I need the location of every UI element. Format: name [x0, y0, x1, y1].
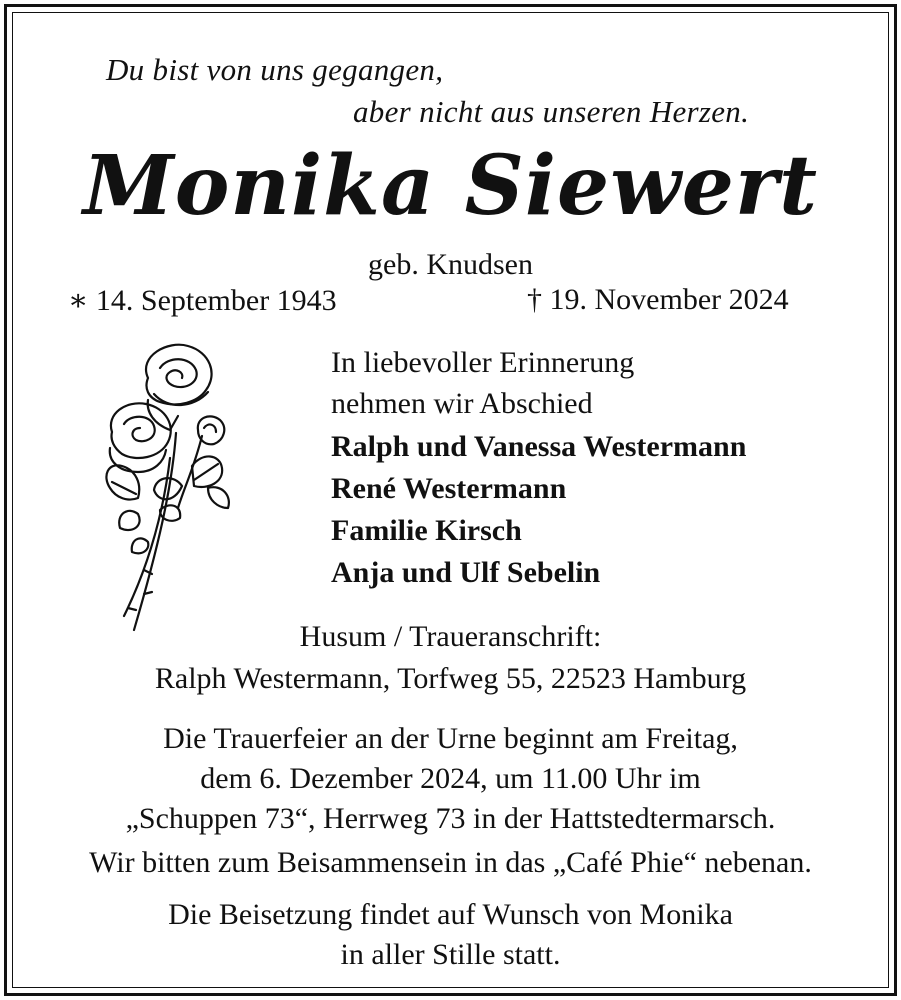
- mourner-1: Ralph und Vanessa Westermann: [331, 430, 747, 463]
- farewell-line-1: In liebevoller Erinnerung: [331, 346, 635, 379]
- maiden-name: geb. Knudsen: [368, 248, 533, 281]
- motto-line-1: Du bist von uns gegangen,: [106, 52, 444, 87]
- address-line-1: Husum / Traueranschrift:: [299, 620, 602, 653]
- ceremony-line-3: „Schuppen 73“, Herrweg 73 in der Hattstedtermarsch.: [125, 802, 776, 835]
- birth-date: ∗ 14. September 1943: [68, 284, 337, 317]
- deceased-name: Monika Siewert: [82, 138, 819, 234]
- ceremony-line-2: dem 6. Dezember 2024, um 11.00 Uhr im: [200, 762, 701, 795]
- mourner-2: René Westermann: [331, 472, 567, 505]
- death-date: † 19. November 2024: [527, 283, 789, 316]
- mourner-3: Familie Kirsch: [331, 514, 522, 547]
- farewell-line-2: nehmen wir Abschied: [331, 387, 593, 420]
- motto-line-2: aber nicht aus unseren Herzen.: [353, 94, 750, 129]
- burial-line-2: in aller Stille statt.: [340, 938, 561, 971]
- burial-line-1: Die Beisetzung findet auf Wunsch von Monika: [168, 898, 733, 931]
- gathering-text: Wir bitten zum Beisammensein in das „Café Phie“ nebenan.: [89, 846, 812, 879]
- mourner-4: Anja und Ulf Sebelin: [331, 556, 601, 589]
- ceremony-line-1: Die Trauerfeier an der Urne beginnt am Freitag,: [163, 722, 738, 755]
- address-line-2: Ralph Westermann, Torfweg 55, 22523 Hamburg: [154, 662, 747, 695]
- rose-icon: [98, 338, 238, 633]
